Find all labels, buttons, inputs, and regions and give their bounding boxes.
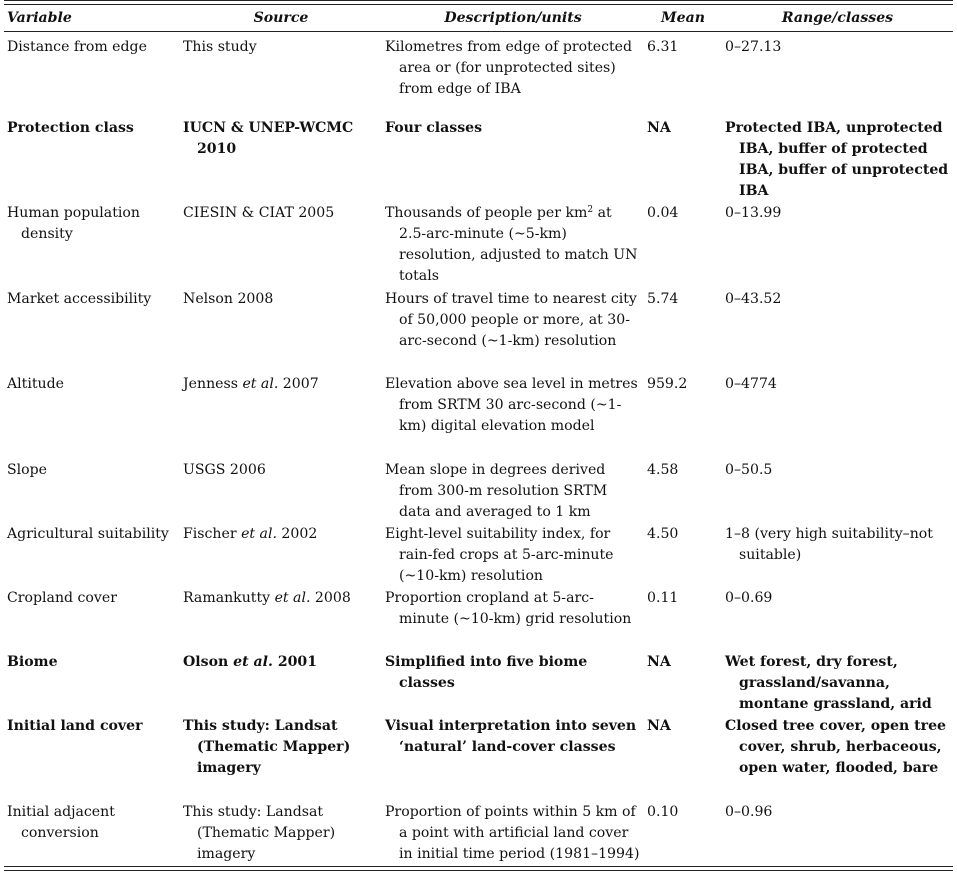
cell-range: Closed tree cover, open tree cover, shrub, herbaceous, open water, flooded, bare <box>725 718 947 776</box>
cell-range: 0–4774 <box>725 376 777 392</box>
description-superscript: 2 <box>587 205 594 215</box>
cell-mean: 959.2 <box>647 376 688 392</box>
table-row <box>4 652 953 716</box>
cell-source: Nelson 2008 <box>183 291 274 307</box>
cell-description: Proportion of points within 5 km of a point with artificial land cover in initial time period (1981–1994) <box>385 804 640 862</box>
source-author: Fischer <box>183 526 242 542</box>
source-author: Jenness <box>183 376 243 392</box>
cell-description: Kilometres from edge of protected area or (for unprotected sites) from edge of IBA <box>385 39 633 97</box>
cell-variable: Initial land cover <box>7 718 143 734</box>
cell-mean: 0.10 <box>647 804 679 820</box>
cell-description <box>382 203 644 289</box>
header-source: Source <box>253 10 309 26</box>
cell-source: This study: Landsat (Thematic Mapper) imagery <box>183 718 351 776</box>
table-row <box>4 524 953 588</box>
source-et-al: et al. <box>242 376 279 392</box>
cell-mean: 0.04 <box>647 205 679 221</box>
cell-source: CIESIN & CIAT 2005 <box>183 205 335 221</box>
cell-range: Protected IBA, unprotected IBA, buffer of protected IBA, buffer of unprotected IBA <box>725 120 949 199</box>
table-row <box>4 716 953 802</box>
cell-description: Four classes <box>385 120 483 136</box>
cell-range: 0–13.99 <box>725 205 782 221</box>
source-year: 2001 <box>272 654 318 670</box>
cell-source <box>180 588 382 652</box>
cell-variable: Cropland cover <box>7 590 117 606</box>
cell-source: USGS 2006 <box>183 462 266 478</box>
table-row <box>4 33 953 118</box>
source-author: Ramankutty <box>183 590 275 606</box>
cell-description: Proportion cropland at 5-arc-minute (~10-km) grid resolution <box>385 590 632 627</box>
cell-variable: Distance from edge <box>7 39 147 55</box>
table-row <box>4 118 953 203</box>
table-row <box>4 802 953 887</box>
cell-description: Eight-level suitability index, for rain-fed crops at 5-arc-minute (~10-km) resolution <box>385 526 614 584</box>
header-variable: Variable <box>7 10 72 26</box>
cell-variable: Altitude <box>7 376 64 392</box>
header-description: Description/units <box>444 10 582 26</box>
cell-mean: 4.58 <box>647 462 679 478</box>
cell-source <box>180 374 382 460</box>
cell-range: 0–50.5 <box>725 462 773 478</box>
table-body <box>4 33 953 887</box>
cell-source: This study <box>183 39 257 55</box>
table-row <box>4 588 953 652</box>
source-et-al: et al. <box>274 590 311 606</box>
cell-variable: Initial adjacent conversion <box>7 804 115 841</box>
header-range: Range/classes <box>781 10 894 26</box>
header-row <box>4 5 953 33</box>
cell-range: 0–0.69 <box>725 590 773 606</box>
table-row <box>4 289 953 374</box>
source-author: Olson <box>183 654 234 670</box>
source-year: 2008 <box>310 590 351 606</box>
cell-variable: Market accessibility <box>7 291 152 307</box>
source-et-al: et al. <box>241 526 277 542</box>
cell-mean: NA <box>647 718 671 734</box>
cell-range: 1–8 (very high suitability–not suitable) <box>725 526 933 563</box>
cell-mean: NA <box>647 654 671 670</box>
cell-mean: 4.50 <box>647 526 679 542</box>
cell-description: Mean slope in degrees derived from 300-m resolution SRTM data and averaged to 1 km <box>385 462 608 520</box>
cell-source <box>180 524 382 588</box>
cell-variable: Agricultural suitability <box>7 526 169 542</box>
cell-variable: Biome <box>7 654 58 670</box>
cell-range: Wet forest, dry forest, grassland/savanna, montane grassland, arid <box>725 654 932 712</box>
cell-mean: 6.31 <box>647 39 679 55</box>
cell-range: 0–27.13 <box>725 39 782 55</box>
cell-mean: 5.74 <box>647 291 679 307</box>
cell-variable: Slope <box>7 462 48 478</box>
table-row <box>4 203 953 289</box>
table-row <box>4 374 953 460</box>
cell-source: IUCN & UNEP-WCMC 2010 <box>183 120 354 157</box>
cell-variable: Human population density <box>7 205 140 242</box>
cell-range: 0–43.52 <box>725 291 782 307</box>
cell-range: 0–0.96 <box>725 804 773 820</box>
source-year: 2002 <box>276 526 318 542</box>
source-year: 2007 <box>278 376 319 392</box>
cell-variable: Protection class <box>7 120 134 136</box>
cell-description: Visual interpretation into seven ‘natural’ land-cover classes <box>385 718 637 755</box>
source-et-al: et al. <box>233 654 273 670</box>
description-text: at 2.5-arc-minute (~5-km) resolution, adjusted to match UN totals <box>399 205 638 284</box>
variables-table <box>4 5 953 887</box>
cell-description: Hours of travel time to nearest city of 50,000 people or more, at 30-arc-second (~1-km) resolution <box>385 291 637 349</box>
description-text: Thousands of people per km <box>385 205 588 221</box>
cell-source <box>180 652 382 716</box>
header-mean: Mean <box>661 10 705 26</box>
cell-description: Elevation above sea level in metres from SRTM 30 arc-second (~1-km) digital elevation model <box>385 376 638 434</box>
cell-source: This study: Landsat (Thematic Mapper) imagery <box>183 804 336 862</box>
cell-mean: 0.11 <box>647 590 679 606</box>
cell-mean: NA <box>647 120 671 136</box>
cell-description: Simplified into five biome classes <box>385 654 588 691</box>
table-row <box>4 460 953 524</box>
